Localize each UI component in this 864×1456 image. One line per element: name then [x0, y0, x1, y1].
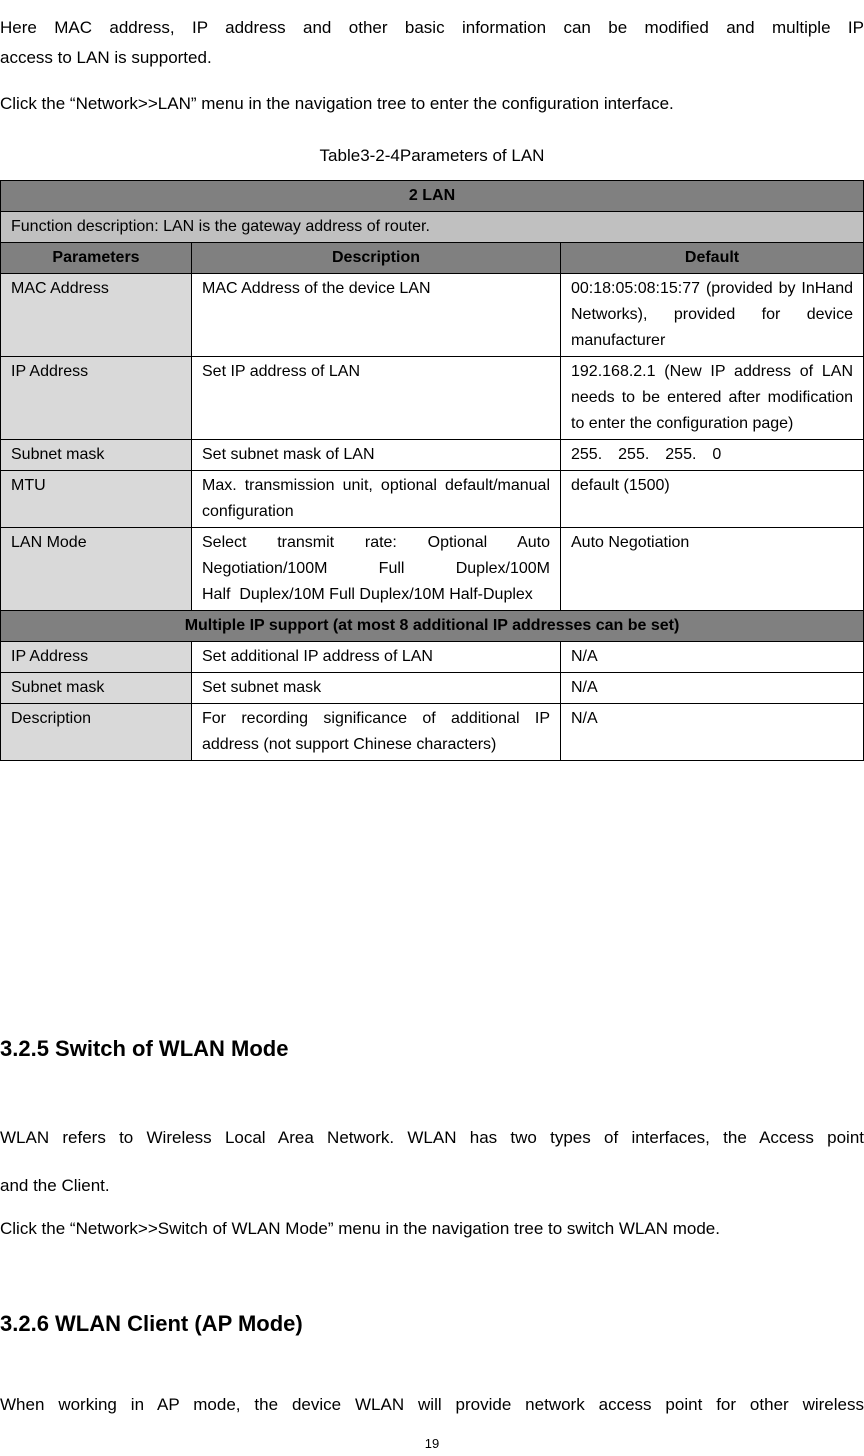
table-caption: Table3-2-4Parameters of LAN — [319, 146, 545, 165]
section-heading-3-2-5: 3.2.5 Switch of WLAN Mode — [0, 1036, 289, 1061]
table-row — [1, 471, 864, 528]
default-cell: N/A — [561, 673, 864, 704]
desc-cell: Select transmit rate: Optional Auto Negotiation/100M Full Duplex/100M Half Duplex/10M Full Duplex/10M Half-Duplex — [192, 528, 561, 611]
table-header-row — [1, 243, 864, 274]
intro-line-2: access to LAN is supported. — [0, 48, 212, 67]
default-cell: Auto Negotiation — [561, 528, 864, 611]
header-default: Default — [561, 243, 864, 274]
desc-cell: Set subnet mask of LAN — [192, 440, 561, 471]
param-cell: Description — [1, 704, 192, 761]
section-325-line-3: Click the “Network>>Switch of WLAN Mode” menu in the navigation tree to switch WLAN mode. — [0, 1219, 720, 1238]
table-title: 2 LAN — [1, 181, 864, 212]
param-cell: IP Address — [1, 357, 192, 440]
section-325-line-1: WLAN refers to Wireless Local Area Network. WLAN has two types of interfaces, the Access point — [0, 1128, 864, 1147]
param-cell: MAC Address — [1, 274, 192, 357]
table-row — [1, 673, 864, 704]
section-326-line-1: When working in AP mode, the device WLAN will provide network access point for other wireless — [0, 1395, 864, 1414]
param-cell: IP Address — [1, 642, 192, 673]
desc-cell: Set subnet mask — [192, 673, 561, 704]
function-description: Function description: LAN is the gateway address of router. — [1, 212, 864, 243]
header-parameters: Parameters — [1, 243, 192, 274]
param-cell: Subnet mask — [1, 440, 192, 471]
param-cell: LAN Mode — [1, 528, 192, 611]
intro-line-1: Here MAC address, IP address and other basic information can be modified and multiple IP — [0, 18, 864, 37]
lan-parameters-table — [0, 180, 864, 761]
table-row — [1, 440, 864, 471]
default-cell: N/A — [561, 704, 864, 761]
desc-cell: For recording significance of additional IP address (not support Chinese characters) — [192, 704, 561, 761]
header-description: Description — [192, 243, 561, 274]
table-row — [1, 704, 864, 761]
table-row — [1, 274, 864, 357]
default-cell: 192.168.2.1 (New IP address of LAN needs to be entered after modification to enter the configuration page) — [561, 357, 864, 440]
default-cell: default (1500) — [561, 471, 864, 528]
desc-cell: MAC Address of the device LAN — [192, 274, 561, 357]
desc-cell: Set IP address of LAN — [192, 357, 561, 440]
section-heading-3-2-6: 3.2.6 WLAN Client (AP Mode) — [0, 1311, 303, 1336]
desc-cell: Set additional IP address of LAN — [192, 642, 561, 673]
param-cell: MTU — [1, 471, 192, 528]
table-row — [1, 528, 864, 611]
desc-cell: Max. transmission unit, optional default/manual configuration — [192, 471, 561, 528]
default-cell: 255. 255. 255. 0 — [561, 440, 864, 471]
table-row — [1, 642, 864, 673]
page-number: 19 — [424, 1436, 440, 1451]
default-cell: N/A — [561, 642, 864, 673]
section-325-line-2: and the Client. — [0, 1176, 110, 1195]
param-cell: Subnet mask — [1, 673, 192, 704]
multiple-ip-header: Multiple IP support (at most 8 additional IP addresses can be set) — [1, 611, 864, 642]
default-cell: 00:18:05:08:15:77 (provided by InHand Networks), provided for device manufacturer — [561, 274, 864, 357]
table-row — [1, 357, 864, 440]
intro-line-3: Click the “Network>>LAN” menu in the navigation tree to enter the configuration interface. — [0, 94, 674, 113]
